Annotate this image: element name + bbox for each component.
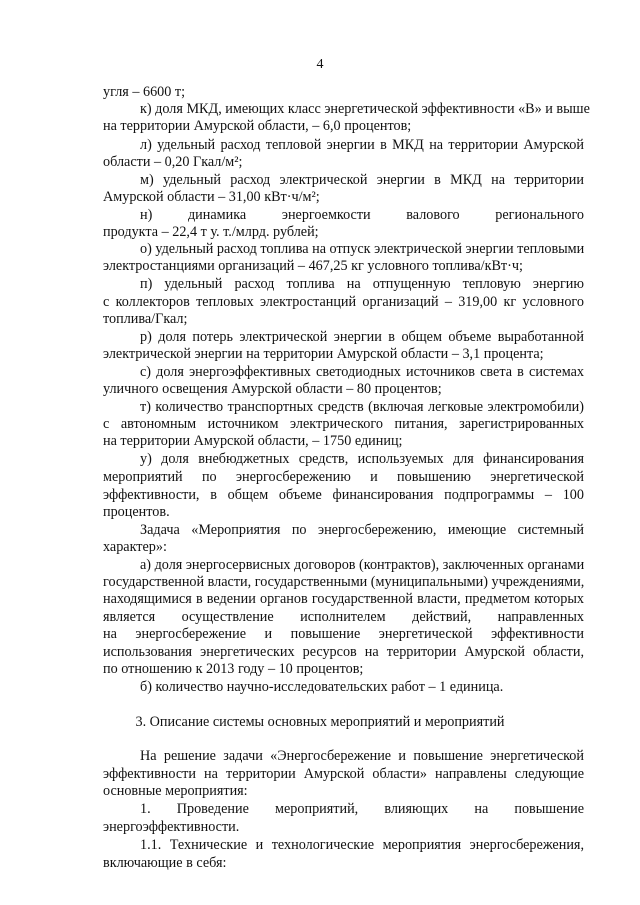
text-line: топлива/Гкал; — [103, 311, 188, 327]
text-line: б) количество научно-исследовательских работ – 1 единица. — [140, 679, 504, 695]
page-number: 4 — [316, 57, 324, 72]
text-line: Задача «Мероприятия по энергосбережению, имеющие системный — [140, 522, 584, 538]
text-line: на территории Амурской области, – 6,0 процентов; — [103, 118, 412, 134]
text-line: у) доля внебюджетных средств, используемых для финансирования — [140, 451, 584, 467]
text-line: находящимися в ведении органов государственной власти, предметом которых — [103, 591, 584, 607]
text-line: 1.1. Технические и технологические мероприятия энергосбережения, — [140, 837, 584, 853]
text-line: с коллекторов тепловых электростанций организаций – 319,00 кг условного — [103, 294, 584, 310]
text-line: эффективности на территории Амурской области» направлены следующие — [103, 766, 584, 782]
text-line: р) доля потерь электрической энергии в общем объеме выработанной — [140, 329, 584, 345]
text-line: уличного освещения Амурской области – 80 процентов; — [103, 381, 442, 397]
section-title: 3. Описание системы основных мероприятий и мероприятий — [135, 714, 505, 730]
text-line: н) динамика энергоемкости валового регионального — [140, 207, 584, 223]
text-line: м) удельный расход электрической энергии в МКД на территории — [140, 172, 584, 188]
text-line: основные мероприятия: — [103, 783, 248, 799]
text-line: л) удельный расход тепловой энергии в МКД на территории Амурской — [140, 137, 584, 153]
text-line: по отношению к 2013 году – 10 процентов; — [103, 661, 364, 677]
text-line: использования энергетических ресурсов на территории Амурской области, — [103, 644, 584, 660]
text-line: 1. Проведение мероприятий, влияющих на повышение — [140, 801, 584, 817]
text-line: электрической энергии на территории Амурской области – 3,1 процента; — [103, 346, 544, 362]
text-line: т) количество транспортных средств (включая легковые электромобили) — [140, 399, 584, 415]
text-line: с автономным источником электрического питания, зарегистрированных — [103, 416, 584, 432]
text-line: является осуществление исполнителем действий, направленных — [103, 609, 584, 625]
text-line: процентов. — [103, 504, 170, 520]
text-line: продукта – 22,4 т у. т./млрд. рублей; — [103, 224, 319, 240]
text-line: характер»: — [103, 539, 167, 555]
text-line: п) удельный расход топлива на отпущенную тепловую энергию — [140, 276, 584, 292]
text-line: включающие в себя: — [103, 855, 227, 871]
text-line: о) удельный расход топлива на отпуск электрической энергии тепловыми — [140, 241, 585, 257]
text-line: угля – 6600 т; — [103, 84, 186, 100]
text-line: эффективности, в общем объеме финансирования подпрограммы – 100 — [103, 487, 584, 503]
text-line: с) доля энергоэффективных светодиодных источников света в системах — [140, 364, 584, 380]
text-line: электростанциями организаций – 467,25 кг условного топлива/кВт·ч; — [103, 258, 523, 274]
text-line: мероприятий по энергосбережению и повышению энергетической — [103, 469, 584, 485]
text-line: к) доля МКД, имеющих класс энергетической эффективности «В» и выше — [140, 101, 590, 117]
text-line: Амурской области – 31,00 кВт·ч/м²; — [103, 189, 320, 205]
text-line: энергоэффективности. — [103, 819, 240, 835]
text-line: на энергосбережение и повышение энергетической эффективности — [103, 626, 584, 642]
text-line: а) доля энергосервисных договоров (контрактов), заключенных органами — [140, 557, 585, 573]
text-line: на территории Амурской области, – 1750 единиц; — [103, 433, 403, 449]
text-line: На решение задачи «Энергосбережение и повышение энергетической — [140, 748, 584, 764]
text-line: области – 0,20 Гкал/м²; — [103, 154, 243, 170]
text-line: государственной власти, государственными (муниципальными) учреждениями, — [103, 574, 585, 590]
